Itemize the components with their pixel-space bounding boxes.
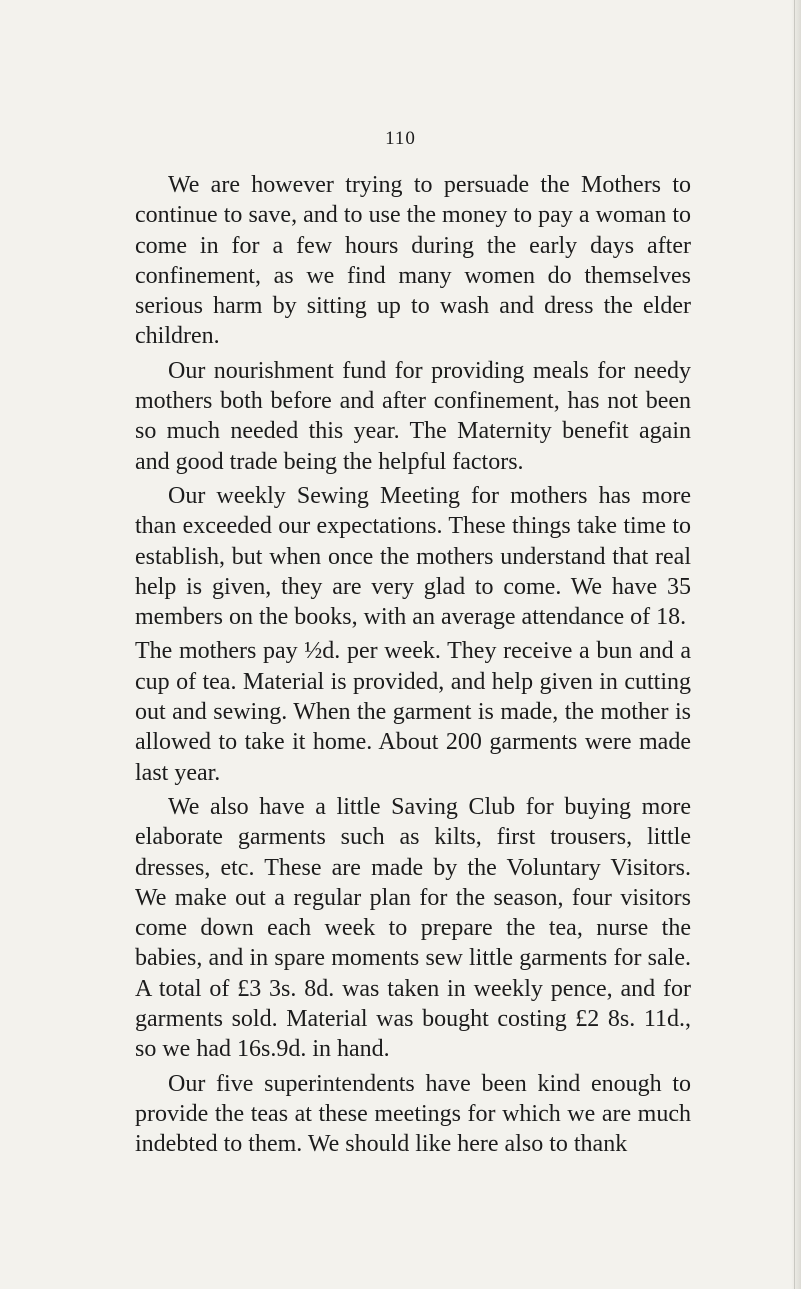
paragraph-nourishment-fund: Our nourishment fund for providing meals for needy mothers both before and after confinement, has not been so much needed this year. The Maternity benefit again and good trade being the helpful factors.	[135, 357, 691, 475]
paragraph-mothers-pay: The mothers pay ½d. per week. They receive a bun and a cup of tea. Material is provided, and help given in cutting out and sewing. When the garment is made, the mother is allowed to take it home. About 200 garments were made last year.	[135, 638, 691, 786]
page-number: 110	[385, 128, 416, 149]
paragraph-savings: We are however trying to persuade the Mothers to continue to save, and to use the money to pay a woman to come in for a few hours during the early days after confinement, as we find many women do themselves serious harm by sitting up to wash and dress the elder children.	[135, 172, 691, 350]
page-edge-shadow	[791, 0, 801, 1289]
paragraph-saving-club: We also have a little Saving Club for buying more elaborate garments such as kilts, first trousers, little dresses, etc. These are made by the Voluntary Visitors. We make out a regular plan for the season, four visitors come down each week to prepare the tea, nurse the babies, and in spare moments sew little garments for sale. A total of £3 3s. 8d. was taken in weekly pence, and for garments sold. Material was bought costing £2 8s. 11d., so we had 16s.9d. in hand.	[135, 793, 691, 1063]
page-edge-line	[794, 0, 795, 1289]
body-text	[135, 170, 691, 1164]
paragraph-sewing-meeting: Our weekly Sewing Meeting for mothers has more than exceeded our expectations. These things take time to establish, but when once the mothers understand that real help is given, they are very glad to come. We have 35 members on the books, with an average attendance of 18.	[135, 482, 691, 631]
paragraph-superintendents: Our five superintendents have been kind enough to provide the teas at these meetings for which we are much indebted to them. We should like here also to thank	[135, 1070, 691, 1158]
